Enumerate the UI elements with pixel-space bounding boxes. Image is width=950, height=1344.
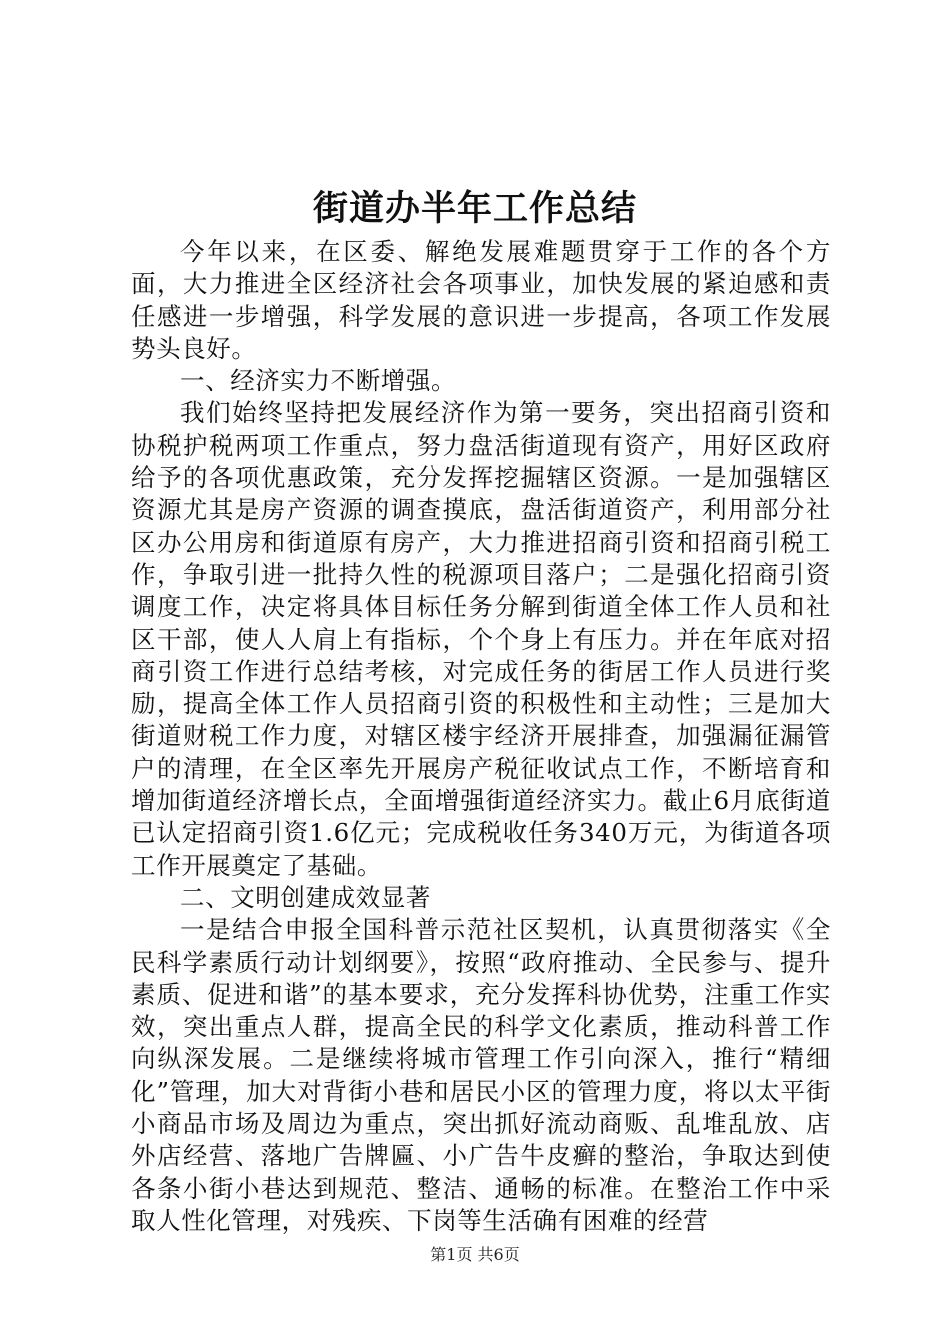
document-body — [131, 236, 831, 1237]
section-heading-civilization: 二、文明创建成效显著 — [180, 882, 431, 912]
document-title: 街道办半年工作总结 — [312, 188, 637, 229]
section-heading-economy: 一、经济实力不断增强。 — [180, 366, 457, 396]
economy-paragraph: 我们始终坚持把发展经济作为第一要务，突出招商引资和协税护税两项工作重点，努力盘活街道现有资产，用好区政府给予的各项优惠政策，充分发挥挖掘辖区资源。一是加强辖区资源尤其是房产资源的调查摸底，盘活街道资产，利用部分社区办公用房和街道原有房产，大力推进招商引资和招商引税工作，争取引进一批持久性的税源项目落户；二是强化招商引资调度工作，决定将具体目标任务分解到街道全体工作人员和社区干部，使人人肩上有指标，个个身上有压力。并在年底对招商引资工作进行总结考核，对完成任务的街居工作人员进行奖励，提高全体工作人员招商引资的积极性和主动性；三是加大街道财税工作力度，对辖区楼宇经济开展排查，加强漏征漏管户的清理，在全区率先开展房产税征收试点工作，不断培育和增加街道经济增长点，全面增强街道经济实力。截止6月底街道已认定招商引资1.6亿元；完成税收任务340万元，为街道各项工作开展奠定了基础。 — [131, 398, 831, 880]
intro-paragraph: 今年以来，在区委、解绝发展难题贯穿于工作的各个方面，大力推进全区经济社会各项事业，加快发展的紧迫感和责任感进一步增强，科学发展的意识进一步提高，各项工作发展势头良好。 — [131, 237, 831, 363]
civilization-paragraph: 一是结合申报全国科普示范社区契机，认真贯彻落实《全民科学素质行动计划纲要》，按照“政府推动、全民参与、提升素质、促进和谐”的基本要求，充分发挥科协优势，注重工作实效，突出重点人群，提高全民的科学文化素质，推动科普工作向纵深发展。二是继续将城市管理工作引向深入，推行“精细化”管理，加大对背街小巷和居民小区的管理力度，将以太平街小商品市场及周边为重点，突出抓好流动商贩、乱堆乱放、店外店经营、落地广告牌匾、小广告牛皮癣的整治，争取达到使各条小街小巷达到规范、整洁、通畅的标准。在整治工作中采取人性化管理，对残疾、下岗等生活确有困难的经营 — [131, 915, 831, 1235]
page-footer: 第1页 共6页 — [430, 1245, 520, 1264]
